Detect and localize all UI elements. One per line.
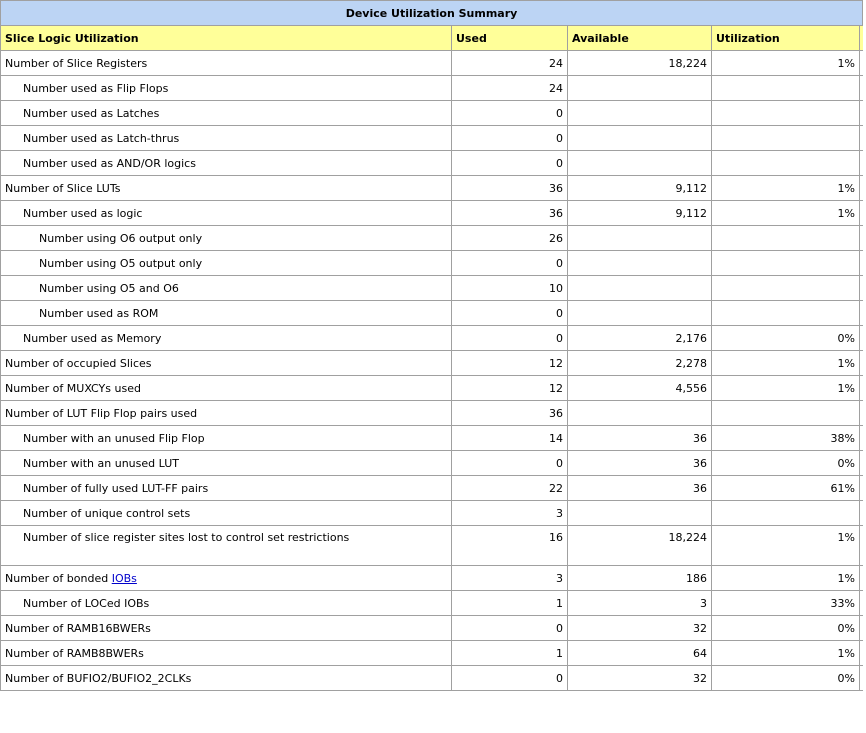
row-label [1, 401, 452, 426]
column-header-utilization: Utilization [712, 26, 860, 51]
row-label [1, 351, 452, 376]
row-utilization [712, 151, 860, 176]
row-used: 12 [452, 351, 568, 376]
row-available: 36 [568, 451, 712, 476]
row-label [1, 326, 452, 351]
row-utilization [712, 501, 860, 526]
row-label-text: Number used as logic [23, 206, 143, 220]
row-label-text: Number of LUT Flip Flop pairs used [5, 406, 198, 420]
row-label [1, 151, 452, 176]
row-label [1, 666, 452, 691]
row-available: 4,556 [568, 376, 712, 401]
table-row [1, 401, 863, 426]
row-utilization: 1% [712, 201, 860, 226]
row-extra-cell [860, 641, 863, 666]
row-used: 0 [452, 326, 568, 351]
row-extra-cell [860, 351, 863, 376]
row-used: 0 [452, 301, 568, 326]
row-available: 9,112 [568, 201, 712, 226]
row-label-text: Number using O5 and O6 [39, 281, 179, 295]
row-extra-cell [860, 326, 863, 351]
row-used: 24 [452, 76, 568, 101]
row-used: 36 [452, 201, 568, 226]
table-row [1, 526, 863, 566]
row-label-text: Number used as AND/OR logics [23, 156, 196, 170]
column-header-extra [860, 26, 863, 51]
row-utilization: 1% [712, 641, 860, 666]
row-extra-cell [860, 476, 863, 501]
row-label [1, 501, 452, 526]
row-extra-cell [860, 151, 863, 176]
row-label [1, 301, 452, 326]
row-label-text: Number of bonded [5, 571, 112, 585]
table-row [1, 251, 863, 276]
row-used: 12 [452, 376, 568, 401]
row-label [1, 591, 452, 616]
row-label-text: Number of RAMB8BWERs [5, 646, 144, 660]
row-utilization: 1% [712, 376, 860, 401]
row-label-text: Number of BUFIO2/BUFIO2_2CLKs [5, 671, 192, 685]
row-label-text: Number of fully used LUT-FF pairs [23, 481, 209, 495]
column-header-used: Used [452, 26, 568, 51]
row-label-text: Number of Slice LUTs [5, 181, 121, 195]
row-label-text: Number with an unused LUT [23, 456, 179, 470]
row-available: 186 [568, 566, 712, 591]
table-row [1, 451, 863, 476]
row-used: 22 [452, 476, 568, 501]
row-used: 3 [452, 566, 568, 591]
row-used: 0 [452, 251, 568, 276]
row-available [568, 151, 712, 176]
row-used: 0 [452, 101, 568, 126]
row-used: 0 [452, 126, 568, 151]
row-available: 2,278 [568, 351, 712, 376]
row-extra-cell [860, 126, 863, 151]
row-used: 10 [452, 276, 568, 301]
row-used: 0 [452, 151, 568, 176]
table-row [1, 351, 863, 376]
row-available: 18,224 [568, 51, 712, 76]
row-label-text: Number with an unused Flip Flop [23, 431, 205, 445]
row-label-text: Number of LOCed IOBs [23, 596, 150, 610]
row-label [1, 226, 452, 251]
row-label [1, 51, 452, 76]
row-label-text: Number using O5 output only [39, 256, 203, 270]
row-used: 3 [452, 501, 568, 526]
row-utilization [712, 276, 860, 301]
row-extra-cell [860, 301, 863, 326]
row-label [1, 376, 452, 401]
row-label-text: Number of Slice Registers [5, 56, 148, 70]
row-label [1, 101, 452, 126]
row-used: 24 [452, 51, 568, 76]
row-label [1, 566, 452, 591]
row-label [1, 126, 452, 151]
row-label-text: Number of unique control sets [23, 506, 191, 520]
row-utilization: 0% [712, 666, 860, 691]
table-row [1, 616, 863, 641]
row-used: 36 [452, 401, 568, 426]
row-available [568, 501, 712, 526]
row-extra-cell [860, 451, 863, 476]
row-used: 0 [452, 616, 568, 641]
row-label-text: Number used as Latch-thrus [23, 131, 180, 145]
table-row [1, 176, 863, 201]
row-available: 32 [568, 616, 712, 641]
row-extra-cell [860, 76, 863, 101]
row-label-text: Number used as Latches [23, 106, 160, 120]
row-extra-cell [860, 426, 863, 451]
row-utilization: 1% [712, 51, 860, 76]
row-available: 9,112 [568, 176, 712, 201]
row-used: 36 [452, 176, 568, 201]
row-label [1, 476, 452, 501]
row-label [1, 451, 452, 476]
row-extra-cell [860, 591, 863, 616]
row-utilization: 1% [712, 351, 860, 376]
table-row [1, 76, 863, 101]
table-body [1, 51, 863, 691]
table-row [1, 426, 863, 451]
iobs-link[interactable]: IOBs [111, 571, 137, 585]
table-row [1, 276, 863, 301]
row-label-text: Number of occupied Slices [5, 356, 152, 370]
row-extra-cell [860, 376, 863, 401]
row-extra-cell [860, 401, 863, 426]
row-label [1, 201, 452, 226]
table-row [1, 376, 863, 401]
row-available: 36 [568, 476, 712, 501]
row-label [1, 76, 452, 101]
row-available: 32 [568, 666, 712, 691]
row-utilization: 33% [712, 591, 860, 616]
row-available: 18,224 [568, 526, 712, 566]
row-extra-cell [860, 616, 863, 641]
row-utilization [712, 226, 860, 251]
row-extra-cell [860, 51, 863, 76]
row-used: 14 [452, 426, 568, 451]
row-label-text: Number of slice register sites lost to control set restrictions [23, 531, 350, 544]
table-row [1, 591, 863, 616]
row-utilization [712, 76, 860, 101]
table-row [1, 641, 863, 666]
row-available [568, 226, 712, 251]
table-row [1, 101, 863, 126]
row-available: 36 [568, 426, 712, 451]
row-label-text: Number used as ROM [39, 306, 159, 320]
table-row [1, 51, 863, 76]
row-extra-cell [860, 201, 863, 226]
table-row [1, 566, 863, 591]
row-label-text: Number using O6 output only [39, 231, 203, 245]
row-utilization [712, 401, 860, 426]
row-label-text: Number used as Memory [23, 331, 162, 345]
row-available [568, 126, 712, 151]
row-used: 0 [452, 666, 568, 691]
row-extra-cell [860, 276, 863, 301]
row-utilization: 61% [712, 476, 860, 501]
row-label-text: Number of RAMB16BWERs [5, 621, 151, 635]
row-extra-cell [860, 666, 863, 691]
row-extra-cell [860, 226, 863, 251]
row-utilization: 1% [712, 566, 860, 591]
row-utilization: 0% [712, 616, 860, 641]
row-used: 16 [452, 526, 568, 566]
row-utilization: 1% [712, 526, 860, 566]
row-label-text: Number of MUXCYs used [5, 381, 141, 395]
table-row [1, 226, 863, 251]
row-utilization: 0% [712, 326, 860, 351]
row-utilization: 0% [712, 451, 860, 476]
table-title-row [1, 1, 863, 26]
row-label [1, 641, 452, 666]
column-header-available: Available [568, 26, 712, 51]
row-extra-cell [860, 501, 863, 526]
row-utilization [712, 301, 860, 326]
row-available [568, 276, 712, 301]
row-label [1, 276, 452, 301]
table-row [1, 501, 863, 526]
table-row [1, 126, 863, 151]
table-header-row [1, 26, 863, 51]
row-available [568, 401, 712, 426]
row-used: 26 [452, 226, 568, 251]
column-header-slice-logic: Slice Logic Utilization [1, 26, 452, 51]
table-row [1, 301, 863, 326]
row-extra-cell [860, 251, 863, 276]
row-utilization [712, 101, 860, 126]
row-available [568, 301, 712, 326]
row-available [568, 76, 712, 101]
row-label [1, 251, 452, 276]
row-label-text: Number used as Flip Flops [23, 81, 169, 95]
row-used: 1 [452, 591, 568, 616]
row-extra-cell [860, 566, 863, 591]
row-extra-cell [860, 176, 863, 201]
table-row [1, 666, 863, 691]
row-utilization [712, 251, 860, 276]
row-label [1, 176, 452, 201]
table-row [1, 326, 863, 351]
row-utilization [712, 126, 860, 151]
row-available: 3 [568, 591, 712, 616]
row-available [568, 251, 712, 276]
table-row [1, 201, 863, 226]
row-label [1, 616, 452, 641]
row-label [1, 426, 452, 451]
row-utilization: 38% [712, 426, 860, 451]
row-available [568, 101, 712, 126]
row-used: 0 [452, 451, 568, 476]
row-extra-cell [860, 526, 863, 566]
row-available: 64 [568, 641, 712, 666]
table-row [1, 151, 863, 176]
row-extra-cell [860, 101, 863, 126]
row-utilization: 1% [712, 176, 860, 201]
table-title: Device Utilization Summary [1, 1, 863, 26]
row-used: 1 [452, 641, 568, 666]
row-label [1, 526, 452, 566]
row-available: 2,176 [568, 326, 712, 351]
table-row [1, 476, 863, 501]
